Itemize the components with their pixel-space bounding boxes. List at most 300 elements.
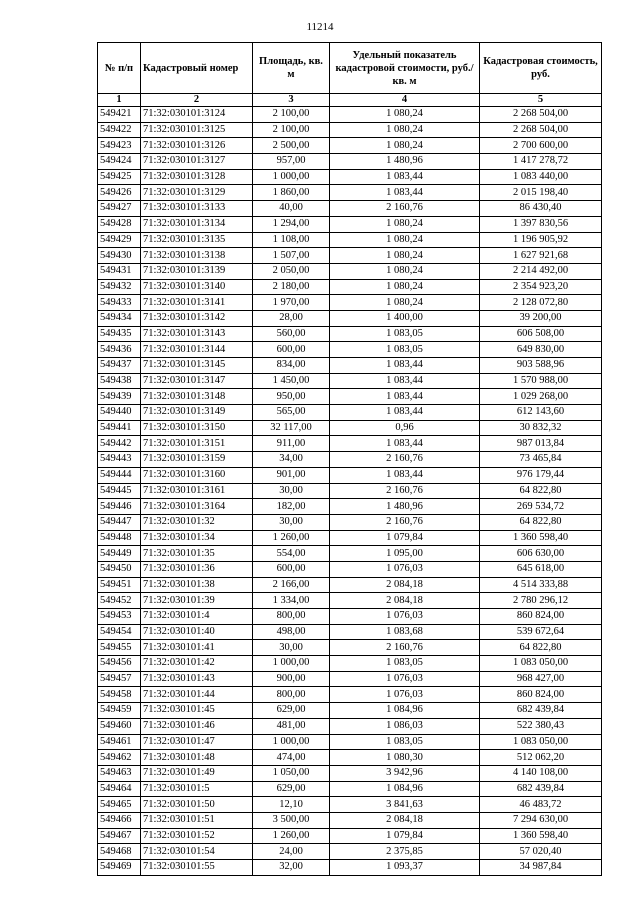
table-row bbox=[98, 499, 602, 515]
column-number: 5 bbox=[480, 94, 602, 107]
cadastral-number-cell: 71:32:030101:42 bbox=[141, 656, 253, 672]
column-number: 2 bbox=[141, 94, 253, 107]
specific-value-cell: 3 841,63 bbox=[330, 797, 480, 813]
cadastral-value-cell: 860 824,00 bbox=[480, 609, 602, 625]
row-number-cell: 549424 bbox=[98, 154, 141, 170]
specific-value-cell: 1 480,96 bbox=[330, 154, 480, 170]
specific-value-cell: 2 084,18 bbox=[330, 577, 480, 593]
row-number-cell: 549431 bbox=[98, 263, 141, 279]
table-row bbox=[98, 436, 602, 452]
cadastral-number-cell: 71:32:030101:3142 bbox=[141, 310, 253, 326]
cadastral-number-cell: 71:32:030101:3159 bbox=[141, 452, 253, 468]
area-cell: 629,00 bbox=[253, 703, 330, 719]
table-row bbox=[98, 452, 602, 468]
cadastral-value-cell: 86 430,40 bbox=[480, 201, 602, 217]
cadastral-number-cell: 71:32:030101:3126 bbox=[141, 138, 253, 154]
specific-value-cell: 2 160,76 bbox=[330, 201, 480, 217]
row-number-cell: 549445 bbox=[98, 483, 141, 499]
cadastral-value-cell: 606 630,00 bbox=[480, 546, 602, 562]
cadastral-number-cell: 71:32:030101:40 bbox=[141, 624, 253, 640]
row-number-cell: 549459 bbox=[98, 703, 141, 719]
specific-value-cell: 3 942,96 bbox=[330, 765, 480, 781]
cadastral-number-cell: 71:32:030101:3161 bbox=[141, 483, 253, 499]
cadastral-value-cell: 4 140 108,00 bbox=[480, 765, 602, 781]
page-number: 11214 bbox=[306, 21, 334, 33]
specific-value-cell: 1 076,03 bbox=[330, 561, 480, 577]
column-number: 1 bbox=[98, 94, 141, 107]
cadastral-number-cell: 71:32:030101:3139 bbox=[141, 263, 253, 279]
specific-value-cell: 2 160,76 bbox=[330, 452, 480, 468]
cadastral-number-cell: 71:32:030101:3141 bbox=[141, 295, 253, 311]
cadastral-value-cell: 1 196 905,92 bbox=[480, 232, 602, 248]
specific-value-cell: 1 076,03 bbox=[330, 671, 480, 687]
cadastral-value-cell: 968 427,00 bbox=[480, 671, 602, 687]
column-number-row bbox=[98, 94, 602, 107]
area-cell: 1 000,00 bbox=[253, 169, 330, 185]
cadastral-number-cell: 71:32:030101:52 bbox=[141, 828, 253, 844]
table-row bbox=[98, 467, 602, 483]
row-number-cell: 549461 bbox=[98, 734, 141, 750]
cadastral-value-cell: 1 083 050,00 bbox=[480, 734, 602, 750]
cadastral-value-table bbox=[97, 42, 602, 876]
cadastral-value-cell: 860 824,00 bbox=[480, 687, 602, 703]
header-specific-value: Удельный показатель кадастровой стоимости, руб./кв. м bbox=[330, 43, 480, 94]
cadastral-value-cell: 606 508,00 bbox=[480, 326, 602, 342]
cadastral-value-cell: 46 483,72 bbox=[480, 797, 602, 813]
area-cell: 481,00 bbox=[253, 718, 330, 734]
table-row bbox=[98, 561, 602, 577]
table-row bbox=[98, 358, 602, 374]
area-cell: 1 260,00 bbox=[253, 530, 330, 546]
cadastral-value-cell: 976 179,44 bbox=[480, 467, 602, 483]
area-cell: 2 050,00 bbox=[253, 263, 330, 279]
table-row bbox=[98, 640, 602, 656]
cadastral-number-cell: 71:32:030101:3129 bbox=[141, 185, 253, 201]
table-row bbox=[98, 671, 602, 687]
table-row bbox=[98, 514, 602, 530]
specific-value-cell: 1 076,03 bbox=[330, 609, 480, 625]
table-row bbox=[98, 483, 602, 499]
row-number-cell: 549469 bbox=[98, 860, 141, 876]
area-cell: 1 507,00 bbox=[253, 248, 330, 264]
cadastral-value-cell: 64 822,80 bbox=[480, 640, 602, 656]
row-number-cell: 549446 bbox=[98, 499, 141, 515]
area-cell: 1 294,00 bbox=[253, 216, 330, 232]
table-body bbox=[98, 107, 602, 876]
cadastral-number-cell: 71:32:030101:49 bbox=[141, 765, 253, 781]
table-row bbox=[98, 326, 602, 342]
area-cell: 554,00 bbox=[253, 546, 330, 562]
cadastral-number-cell: 71:32:030101:3147 bbox=[141, 373, 253, 389]
column-number: 3 bbox=[253, 94, 330, 107]
row-number-cell: 549463 bbox=[98, 765, 141, 781]
specific-value-cell: 1 080,24 bbox=[330, 232, 480, 248]
cadastral-number-cell: 71:32:030101:3148 bbox=[141, 389, 253, 405]
specific-value-cell: 1 080,24 bbox=[330, 279, 480, 295]
table-row bbox=[98, 656, 602, 672]
area-cell: 834,00 bbox=[253, 358, 330, 374]
area-cell: 1 108,00 bbox=[253, 232, 330, 248]
cadastral-number-cell: 71:32:030101:54 bbox=[141, 844, 253, 860]
header-cadastral-number: Кадастровый номер bbox=[141, 43, 253, 94]
specific-value-cell: 1 083,05 bbox=[330, 342, 480, 358]
cadastral-value-cell: 4 514 333,88 bbox=[480, 577, 602, 593]
table-row bbox=[98, 577, 602, 593]
table-row bbox=[98, 812, 602, 828]
column-number: 4 bbox=[330, 94, 480, 107]
row-number-cell: 549427 bbox=[98, 201, 141, 217]
cadastral-value-cell: 2 700 600,00 bbox=[480, 138, 602, 154]
area-cell: 800,00 bbox=[253, 687, 330, 703]
table-row bbox=[98, 342, 602, 358]
cadastral-number-cell: 71:32:030101:3124 bbox=[141, 107, 253, 123]
cadastral-number-cell: 71:32:030101:3143 bbox=[141, 326, 253, 342]
cadastral-number-cell: 71:32:030101:4 bbox=[141, 609, 253, 625]
cadastral-value-cell: 39 200,00 bbox=[480, 310, 602, 326]
row-number-cell: 549467 bbox=[98, 828, 141, 844]
specific-value-cell: 1 080,24 bbox=[330, 138, 480, 154]
specific-value-cell: 1 083,44 bbox=[330, 185, 480, 201]
row-number-cell: 549442 bbox=[98, 436, 141, 452]
table-row bbox=[98, 546, 602, 562]
cadastral-number-cell: 71:32:030101:50 bbox=[141, 797, 253, 813]
row-number-cell: 549426 bbox=[98, 185, 141, 201]
cadastral-number-cell: 71:32:030101:44 bbox=[141, 687, 253, 703]
specific-value-cell: 1 083,44 bbox=[330, 358, 480, 374]
area-cell: 24,00 bbox=[253, 844, 330, 860]
cadastral-number-cell: 71:32:030101:3144 bbox=[141, 342, 253, 358]
specific-value-cell: 1 083,44 bbox=[330, 373, 480, 389]
area-cell: 182,00 bbox=[253, 499, 330, 515]
row-number-cell: 549428 bbox=[98, 216, 141, 232]
specific-value-cell: 2 160,76 bbox=[330, 514, 480, 530]
row-number-cell: 549440 bbox=[98, 405, 141, 421]
area-cell: 498,00 bbox=[253, 624, 330, 640]
specific-value-cell: 2 375,85 bbox=[330, 844, 480, 860]
area-cell: 30,00 bbox=[253, 483, 330, 499]
specific-value-cell: 1 083,44 bbox=[330, 389, 480, 405]
cadastral-value-cell: 612 143,60 bbox=[480, 405, 602, 421]
table-row bbox=[98, 624, 602, 640]
cadastral-number-cell: 71:32:030101:36 bbox=[141, 561, 253, 577]
cadastral-number-cell: 71:32:030101:34 bbox=[141, 530, 253, 546]
cadastral-value-cell: 649 830,00 bbox=[480, 342, 602, 358]
area-cell: 2 500,00 bbox=[253, 138, 330, 154]
cadastral-value-cell: 903 588,96 bbox=[480, 358, 602, 374]
cadastral-number-cell: 71:32:030101:47 bbox=[141, 734, 253, 750]
specific-value-cell: 2 084,18 bbox=[330, 812, 480, 828]
specific-value-cell: 2 160,76 bbox=[330, 483, 480, 499]
area-cell: 28,00 bbox=[253, 310, 330, 326]
row-number-cell: 549450 bbox=[98, 561, 141, 577]
area-cell: 600,00 bbox=[253, 342, 330, 358]
area-cell: 2 180,00 bbox=[253, 279, 330, 295]
area-cell: 800,00 bbox=[253, 609, 330, 625]
area-cell: 1 000,00 bbox=[253, 734, 330, 750]
cadastral-number-cell: 71:32:030101:3164 bbox=[141, 499, 253, 515]
specific-value-cell: 1 400,00 bbox=[330, 310, 480, 326]
cadastral-value-cell: 64 822,80 bbox=[480, 514, 602, 530]
area-cell: 32 117,00 bbox=[253, 420, 330, 436]
specific-value-cell: 1 480,96 bbox=[330, 499, 480, 515]
area-cell: 1 860,00 bbox=[253, 185, 330, 201]
specific-value-cell: 1 080,24 bbox=[330, 295, 480, 311]
specific-value-cell: 1 083,44 bbox=[330, 405, 480, 421]
row-number-cell: 549456 bbox=[98, 656, 141, 672]
row-number-cell: 549438 bbox=[98, 373, 141, 389]
row-number-cell: 549466 bbox=[98, 812, 141, 828]
row-number-cell: 549429 bbox=[98, 232, 141, 248]
area-cell: 911,00 bbox=[253, 436, 330, 452]
cadastral-value-cell: 2 268 504,00 bbox=[480, 107, 602, 123]
specific-value-cell: 1 093,37 bbox=[330, 860, 480, 876]
header-area: Площадь, кв. м bbox=[253, 43, 330, 94]
cadastral-value-cell: 1 083 050,00 bbox=[480, 656, 602, 672]
specific-value-cell: 1 083,44 bbox=[330, 169, 480, 185]
cadastral-value-cell: 682 439,84 bbox=[480, 703, 602, 719]
specific-value-cell: 1 083,05 bbox=[330, 326, 480, 342]
cadastral-number-cell: 71:32:030101:46 bbox=[141, 718, 253, 734]
cadastral-number-cell: 71:32:030101:3134 bbox=[141, 216, 253, 232]
specific-value-cell: 1 080,30 bbox=[330, 750, 480, 766]
specific-value-cell: 1 080,24 bbox=[330, 122, 480, 138]
specific-value-cell: 1 076,03 bbox=[330, 687, 480, 703]
table-row bbox=[98, 373, 602, 389]
table-row bbox=[98, 248, 602, 264]
cadastral-number-cell: 71:32:030101:3149 bbox=[141, 405, 253, 421]
table-row bbox=[98, 185, 602, 201]
area-cell: 30,00 bbox=[253, 640, 330, 656]
specific-value-cell: 1 083,05 bbox=[330, 734, 480, 750]
specific-value-cell: 1 079,84 bbox=[330, 530, 480, 546]
area-cell: 34,00 bbox=[253, 452, 330, 468]
area-cell: 901,00 bbox=[253, 467, 330, 483]
cadastral-number-cell: 71:32:030101:5 bbox=[141, 781, 253, 797]
area-cell: 474,00 bbox=[253, 750, 330, 766]
area-cell: 32,00 bbox=[253, 860, 330, 876]
cadastral-value-cell: 2 015 198,40 bbox=[480, 185, 602, 201]
row-number-cell: 549457 bbox=[98, 671, 141, 687]
cadastral-value-cell: 1 627 921,68 bbox=[480, 248, 602, 264]
cadastral-value-cell: 522 380,43 bbox=[480, 718, 602, 734]
specific-value-cell: 1 083,68 bbox=[330, 624, 480, 640]
table-row bbox=[98, 765, 602, 781]
table-row bbox=[98, 107, 602, 123]
cadastral-number-cell: 71:32:030101:3127 bbox=[141, 154, 253, 170]
specific-value-cell: 1 086,03 bbox=[330, 718, 480, 734]
table-row bbox=[98, 860, 602, 876]
table-row bbox=[98, 687, 602, 703]
row-number-cell: 549425 bbox=[98, 169, 141, 185]
row-number-cell: 549437 bbox=[98, 358, 141, 374]
row-number-cell: 549435 bbox=[98, 326, 141, 342]
cadastral-number-cell: 71:32:030101:35 bbox=[141, 546, 253, 562]
area-cell: 30,00 bbox=[253, 514, 330, 530]
row-number-cell: 549454 bbox=[98, 624, 141, 640]
cadastral-number-cell: 71:32:030101:41 bbox=[141, 640, 253, 656]
cadastral-number-cell: 71:32:030101:48 bbox=[141, 750, 253, 766]
specific-value-cell: 1 080,24 bbox=[330, 263, 480, 279]
cadastral-number-cell: 71:32:030101:39 bbox=[141, 593, 253, 609]
cadastral-value-cell: 1 083 440,00 bbox=[480, 169, 602, 185]
specific-value-cell: 2 084,18 bbox=[330, 593, 480, 609]
table-row bbox=[98, 750, 602, 766]
row-number-cell: 549455 bbox=[98, 640, 141, 656]
cadastral-value-cell: 512 062,20 bbox=[480, 750, 602, 766]
cadastral-value-cell: 1 029 268,00 bbox=[480, 389, 602, 405]
table-row bbox=[98, 609, 602, 625]
row-number-cell: 549462 bbox=[98, 750, 141, 766]
cadastral-value-cell: 7 294 630,00 bbox=[480, 812, 602, 828]
table-row bbox=[98, 263, 602, 279]
table-row bbox=[98, 593, 602, 609]
table-row bbox=[98, 797, 602, 813]
row-number-cell: 549441 bbox=[98, 420, 141, 436]
area-cell: 12,10 bbox=[253, 797, 330, 813]
cadastral-number-cell: 71:32:030101:3135 bbox=[141, 232, 253, 248]
table-row bbox=[98, 828, 602, 844]
specific-value-cell: 1 083,05 bbox=[330, 656, 480, 672]
specific-value-cell: 0,96 bbox=[330, 420, 480, 436]
cadastral-value-cell: 987 013,84 bbox=[480, 436, 602, 452]
specific-value-cell: 1 079,84 bbox=[330, 828, 480, 844]
table-row bbox=[98, 154, 602, 170]
area-cell: 2 100,00 bbox=[253, 107, 330, 123]
cadastral-number-cell: 71:32:030101:3133 bbox=[141, 201, 253, 217]
row-number-cell: 549468 bbox=[98, 844, 141, 860]
row-number-cell: 549453 bbox=[98, 609, 141, 625]
cadastral-value-cell: 539 672,64 bbox=[480, 624, 602, 640]
specific-value-cell: 1 080,24 bbox=[330, 248, 480, 264]
row-number-cell: 549443 bbox=[98, 452, 141, 468]
cadastral-value-cell: 1 360 598,40 bbox=[480, 530, 602, 546]
row-number-cell: 549464 bbox=[98, 781, 141, 797]
row-number-cell: 549439 bbox=[98, 389, 141, 405]
area-cell: 565,00 bbox=[253, 405, 330, 421]
specific-value-cell: 1 083,44 bbox=[330, 467, 480, 483]
specific-value-cell: 1 080,24 bbox=[330, 216, 480, 232]
area-cell: 957,00 bbox=[253, 154, 330, 170]
area-cell: 1 000,00 bbox=[253, 656, 330, 672]
cadastral-value-cell: 1 397 830,56 bbox=[480, 216, 602, 232]
row-number-cell: 549433 bbox=[98, 295, 141, 311]
cadastral-value-cell: 2 128 072,80 bbox=[480, 295, 602, 311]
row-number-cell: 549422 bbox=[98, 122, 141, 138]
row-number-cell: 549430 bbox=[98, 248, 141, 264]
cadastral-number-cell: 71:32:030101:45 bbox=[141, 703, 253, 719]
cadastral-number-cell: 71:32:030101:3150 bbox=[141, 420, 253, 436]
table-header-row bbox=[98, 43, 602, 94]
table-row bbox=[98, 405, 602, 421]
area-cell: 40,00 bbox=[253, 201, 330, 217]
cadastral-value-cell: 269 534,72 bbox=[480, 499, 602, 515]
row-number-cell: 549452 bbox=[98, 593, 141, 609]
area-cell: 950,00 bbox=[253, 389, 330, 405]
row-number-cell: 549421 bbox=[98, 107, 141, 123]
area-cell: 2 100,00 bbox=[253, 122, 330, 138]
table-row bbox=[98, 718, 602, 734]
cadastral-value-cell: 73 465,84 bbox=[480, 452, 602, 468]
row-number-cell: 549447 bbox=[98, 514, 141, 530]
area-cell: 2 166,00 bbox=[253, 577, 330, 593]
table-row bbox=[98, 310, 602, 326]
area-cell: 1 970,00 bbox=[253, 295, 330, 311]
cadastral-number-cell: 71:32:030101:43 bbox=[141, 671, 253, 687]
specific-value-cell: 1 080,24 bbox=[330, 107, 480, 123]
table-row bbox=[98, 138, 602, 154]
table-row bbox=[98, 844, 602, 860]
specific-value-cell: 2 160,76 bbox=[330, 640, 480, 656]
table-row bbox=[98, 232, 602, 248]
cadastral-value-cell: 1 570 988,00 bbox=[480, 373, 602, 389]
cadastral-number-cell: 71:32:030101:38 bbox=[141, 577, 253, 593]
cadastral-value-cell: 2 354 923,20 bbox=[480, 279, 602, 295]
cadastral-value-cell: 64 822,80 bbox=[480, 483, 602, 499]
header-row-number: № п/п bbox=[98, 43, 141, 94]
cadastral-value-cell: 2 780 296,12 bbox=[480, 593, 602, 609]
cadastral-value-cell: 1 417 278,72 bbox=[480, 154, 602, 170]
area-cell: 1 260,00 bbox=[253, 828, 330, 844]
row-number-cell: 549434 bbox=[98, 310, 141, 326]
area-cell: 1 050,00 bbox=[253, 765, 330, 781]
table-row bbox=[98, 420, 602, 436]
table-row bbox=[98, 169, 602, 185]
cadastral-number-cell: 71:32:030101:3160 bbox=[141, 467, 253, 483]
cadastral-number-cell: 71:32:030101:3140 bbox=[141, 279, 253, 295]
row-number-cell: 549432 bbox=[98, 279, 141, 295]
table-row bbox=[98, 295, 602, 311]
row-number-cell: 549460 bbox=[98, 718, 141, 734]
area-cell: 1 334,00 bbox=[253, 593, 330, 609]
row-number-cell: 549448 bbox=[98, 530, 141, 546]
area-cell: 560,00 bbox=[253, 326, 330, 342]
area-cell: 3 500,00 bbox=[253, 812, 330, 828]
cadastral-value-cell: 57 020,40 bbox=[480, 844, 602, 860]
cadastral-number-cell: 71:32:030101:55 bbox=[141, 860, 253, 876]
cadastral-number-cell: 71:32:030101:3145 bbox=[141, 358, 253, 374]
cadastral-value-cell: 1 360 598,40 bbox=[480, 828, 602, 844]
area-cell: 900,00 bbox=[253, 671, 330, 687]
cadastral-value-cell: 645 618,00 bbox=[480, 561, 602, 577]
row-number-cell: 549423 bbox=[98, 138, 141, 154]
row-number-cell: 549451 bbox=[98, 577, 141, 593]
row-number-cell: 549449 bbox=[98, 546, 141, 562]
table-row bbox=[98, 201, 602, 217]
cadastral-number-cell: 71:32:030101:3138 bbox=[141, 248, 253, 264]
row-number-cell: 549436 bbox=[98, 342, 141, 358]
specific-value-cell: 1 083,44 bbox=[330, 436, 480, 452]
cadastral-value-cell: 2 214 492,00 bbox=[480, 263, 602, 279]
area-cell: 600,00 bbox=[253, 561, 330, 577]
cadastral-value-cell: 2 268 504,00 bbox=[480, 122, 602, 138]
cadastral-number-cell: 71:32:030101:3151 bbox=[141, 436, 253, 452]
specific-value-cell: 1 095,00 bbox=[330, 546, 480, 562]
header-cadastral-value: Кадастровая стоимость, руб. bbox=[480, 43, 602, 94]
cadastral-number-cell: 71:32:030101:32 bbox=[141, 514, 253, 530]
table-row bbox=[98, 734, 602, 750]
table-row bbox=[98, 530, 602, 546]
table-row bbox=[98, 122, 602, 138]
cadastral-value-cell: 34 987,84 bbox=[480, 860, 602, 876]
cadastral-value-cell: 682 439,84 bbox=[480, 781, 602, 797]
specific-value-cell: 1 084,96 bbox=[330, 703, 480, 719]
table-row bbox=[98, 781, 602, 797]
row-number-cell: 549458 bbox=[98, 687, 141, 703]
table-row bbox=[98, 703, 602, 719]
cadastral-number-cell: 71:32:030101:51 bbox=[141, 812, 253, 828]
table-row bbox=[98, 389, 602, 405]
cadastral-number-cell: 71:32:030101:3125 bbox=[141, 122, 253, 138]
